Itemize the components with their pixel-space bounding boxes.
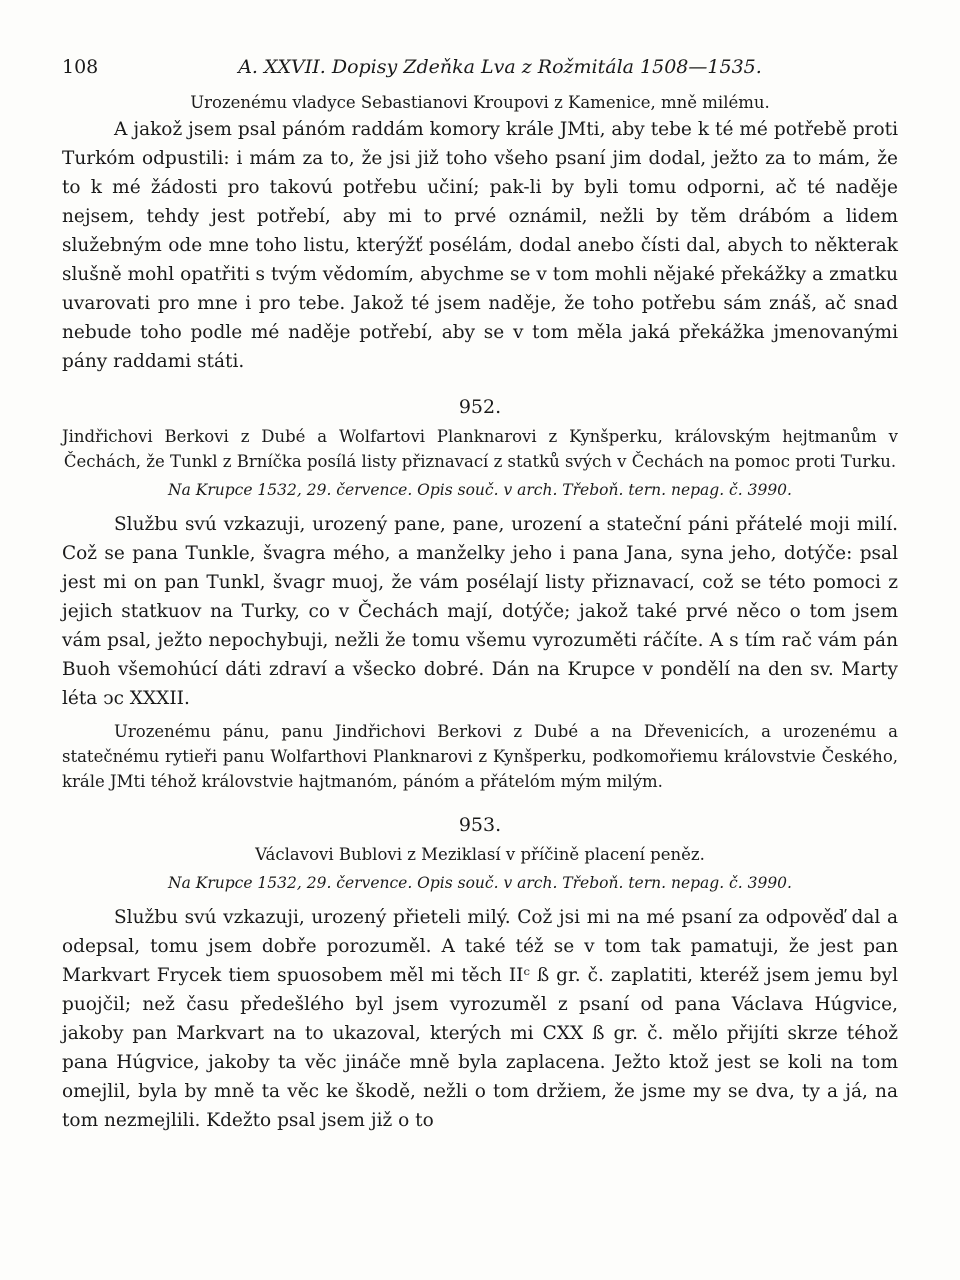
letter-number-953: 953. [458, 814, 502, 836]
prev-letter-body: A jakož jsem psal pánóm raddám komory krále JMti, aby tebe k té mé potřebě proti Turkóm odpustili: i mám za to, že jsi již toho všeho psaní jim dodal, ježto za to mám, že to k mé žádosti pro takovú potřebu učiní; pak-li by byli tomu odporni, ač té naděje nejsem, tehdy jest potřebí, aby mi to prvé oznámil, nežli by těm drábóm a lidem služebným ode mne toho listu, kterýžť posélám, dodal anebo čísti dal, abych to některak slušně mohl opatřiti s tvým vědomím, abychme se v tom mohli nějaké překážky a zmatku uvarovati pro mne i pro tebe. Jakož té jsem naděje, že toho potřebu sám znáš, ač snad nebude toho podle mé naděje potřebí, aby se v tom měla jaká překážka jmenovanými pány raddami státi. [62, 119, 898, 372]
document-page [62, 56, 898, 1135]
prev-letter-address: Urozenému vladyce Sebastianovi Kroupovi z Kamenice, mně milému. [190, 93, 770, 112]
letter-953-source: Na Krupce 1532, 29. července. Opis souč. v arch. Třeboň. tern. nepag. č. 3990. [168, 874, 792, 892]
running-head [62, 56, 898, 90]
letter-953-heading: Václavovi Bublovi z Meziklasí v příčině placení peněz. [255, 845, 705, 864]
letter-952-heading: Jindřichovi Berkovi z Dubé a Wolfartovi Planknarovi z Kynšperku, královským hejtmanům v Čechách, že Tunkl z Brníčka posílá listy přiznavací z statků svých v Čechách na pomoc proti Turku. [62, 427, 898, 471]
page-number: 108 [62, 56, 99, 78]
letter-952-address: Urozenému pánu, panu Jindřichovi Berkovi z Dubé a na Dřevenicích, a urozenému a statečnému rytieři panu Wolfarthovi Planknarovi z Kynšperku, podkomořiemu královstvie Českého, krále JMti téhož královstvie hajtmanóm, pánóm a přátelóm mým milým. [62, 722, 898, 791]
letter-952-body: Službu svú vzkazuji, urozený pane, pane, urození a stateční páni přátelé moji milí. Což se pana Tunkle, švagra mého, a manželky jeho i pana Jana, syna jeho, dotýče: psal jest mi on pan Tunkl, švagr muoj, že vám posélají listy přiznavací, což se této pomoci z jejich statkuov na Turky, co v Čechách mají, dotýče; jakož také prvé něco o tom jsem vám psal, ježto nepochybuji, nežli že tomu všemu vyrozuměti ráčíte. A s tím rač vám pán Buoh všemohúcí dáti zdraví a všecko dobré. Dán na Krupce v pondělí na den sv. Marty léta ↄc XXXII. [62, 514, 898, 709]
running-title: A. XXVII. Dopisy Zdeňka Lva z Rožmitála 1508—1535. [238, 56, 762, 78]
letter-953-body: Službu svú vzkazuji, urozený přieteli milý. Což jsi mi na mé psaní za odpověď dal a odepsal, tomu jsem dobře porozuměl. A také též se v tom tak pamatuji, že jest pan Markvart Frycek tiem spuosobem měl mi těch IIᶜ ß gr. č. zaplatiti, kteréž jsem jemu byl puojčil; než času předešlého byl jsem vyrozuměl z psaní od pana Václava Húgvice, jakoby pan Markvart na to ukazoval, kterých mi CXX ß gr. č. mělo přijíti skrze téhož pana Húgvice, jakoby ta věc jináče mně byla zaplacena. Ježto ktož jest se koli na tom omejlil, byla by mně ta věc ke škodě, nežli o tom držiem, že jsme my se dva, ty a já, na tom nezmejlili. Kdežto psal jsem již o to [62, 907, 898, 1131]
letter-number-952: 952. [458, 396, 502, 418]
letter-952-source: Na Krupce 1532, 29. července. Opis souč. v arch. Třeboň. tern. nepag. č. 3990. [168, 481, 792, 499]
